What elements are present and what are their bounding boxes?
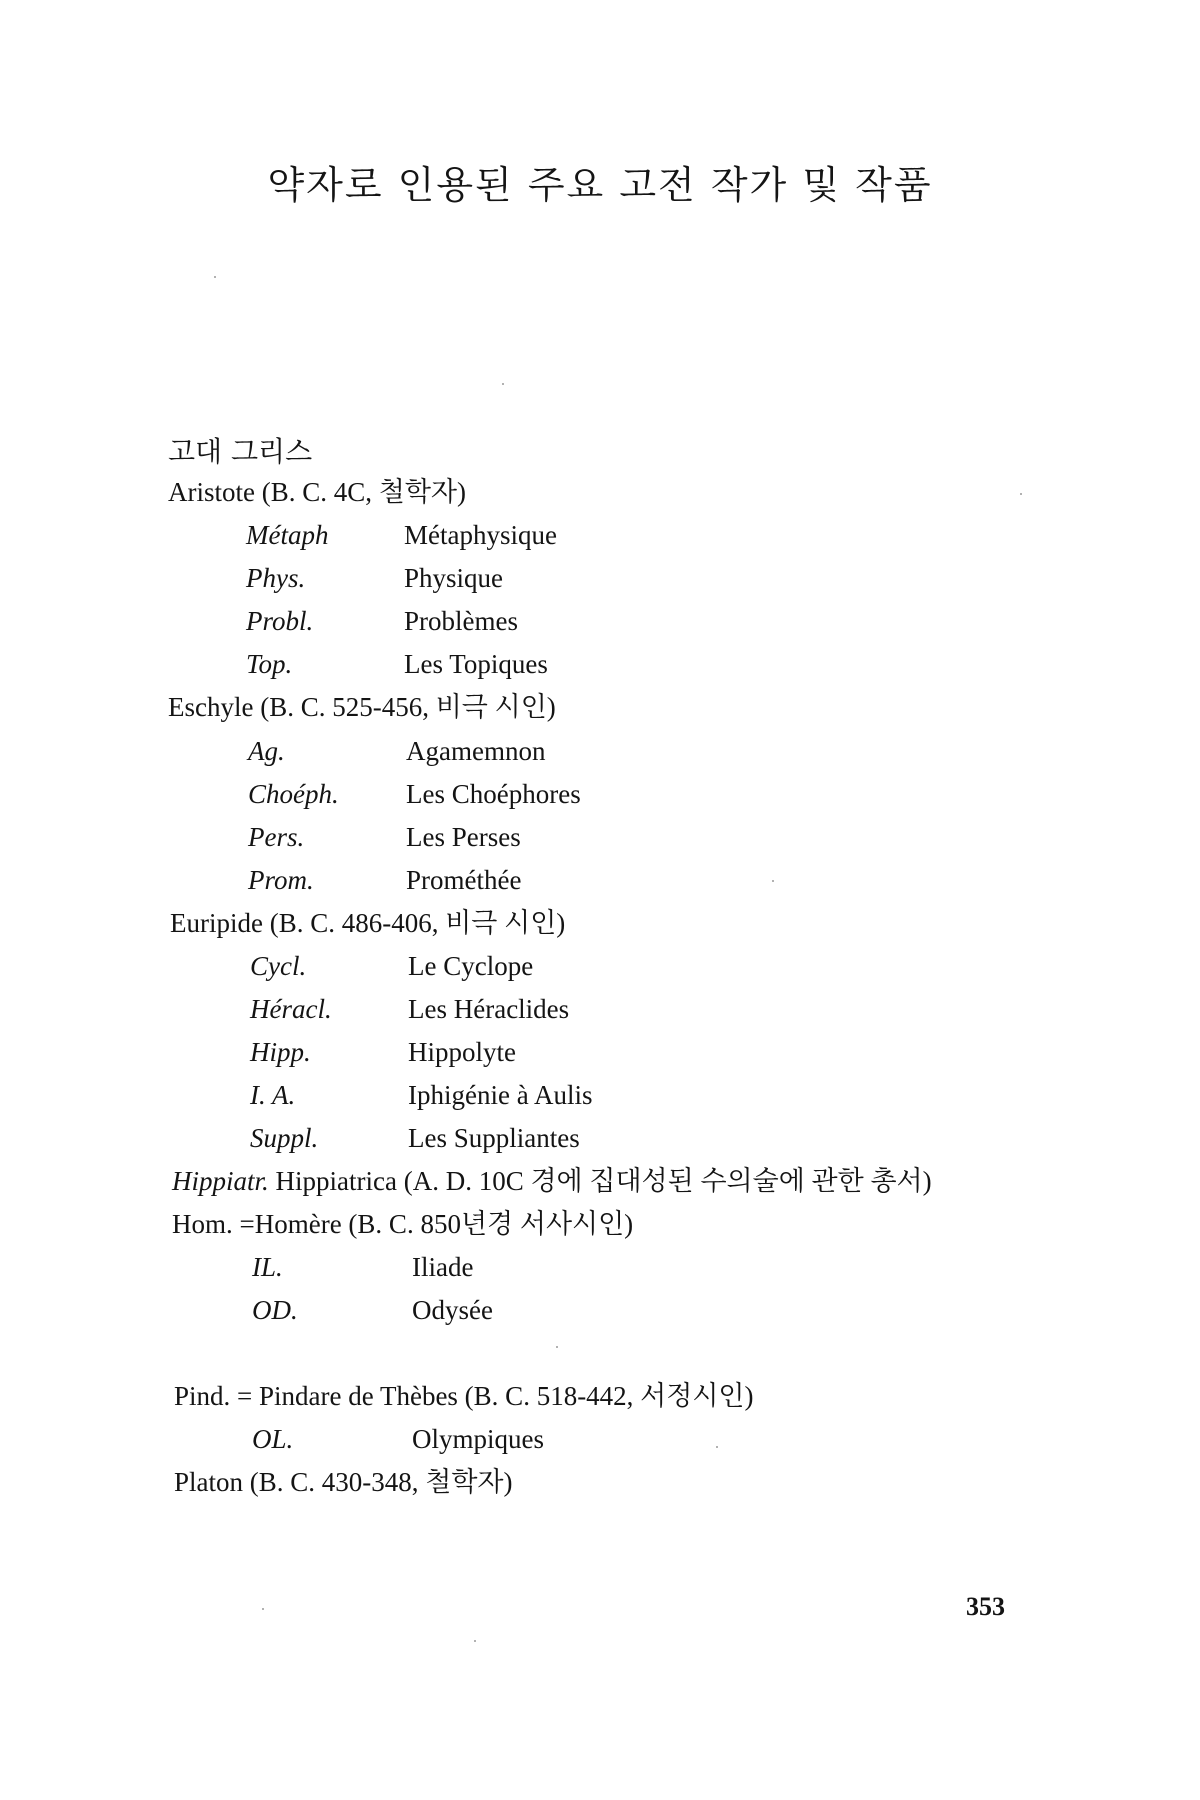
- work-title: Problèmes: [404, 606, 518, 636]
- work-abbr: Suppl.: [250, 1123, 319, 1153]
- hippiatr-abbr: Hippiatr.: [172, 1166, 269, 1196]
- author-aristote: Aristote (B. C. 4C, 철학자): [168, 477, 466, 507]
- work-abbr: Cycl.: [250, 951, 307, 981]
- work-title: Les Perses: [406, 822, 521, 852]
- author-euripide: Euripide (B. C. 486-406, 비극 시인): [170, 908, 566, 938]
- work-abbr: Probl.: [246, 606, 314, 636]
- scan-speck: [1020, 493, 1022, 495]
- scan-speck: [214, 276, 216, 278]
- work-abbr: Top.: [246, 649, 293, 679]
- scan-speck: [262, 1608, 264, 1610]
- work-title: Odysée: [412, 1295, 493, 1325]
- work-abbr: IL.: [252, 1252, 283, 1282]
- work-title: Les Topiques: [404, 649, 548, 679]
- work-abbr: OL.: [252, 1424, 294, 1454]
- author-pindare: Pind. = Pindare de Thèbes (B. C. 518-442, 서정시인): [174, 1381, 754, 1411]
- scan-speck: [772, 880, 774, 882]
- work-abbr: Pers.: [248, 822, 305, 852]
- work-abbr: Phys.: [246, 563, 306, 593]
- section-heading: 고대 그리스: [168, 435, 313, 468]
- author-hippiatrica: [172, 1165, 932, 1197]
- work-abbr: Choéph.: [248, 779, 339, 809]
- page-title: 약자로 인용된 주요 고전 작가 및 작품: [267, 163, 933, 207]
- work-title: Hippolyte: [408, 1037, 516, 1067]
- work-abbr: Métaph: [246, 520, 329, 550]
- scan-speck: [716, 1446, 718, 1448]
- work-title: Physique: [404, 563, 504, 593]
- author-homere: Hom. =Homère (B. C. 850년경 서사시인): [172, 1209, 634, 1239]
- author-platon: Platon (B. C. 430-348, 철학자): [174, 1467, 513, 1497]
- work-title: Olympiques: [412, 1424, 544, 1454]
- work-title: Iliade: [412, 1252, 474, 1282]
- work-abbr: Ag.: [248, 736, 285, 766]
- work-title: Les Suppliantes: [408, 1123, 580, 1153]
- work-title: Prométhée: [406, 865, 522, 895]
- work-abbr: I. A.: [250, 1080, 296, 1110]
- work-abbr: Hipp.: [250, 1037, 311, 1067]
- work-title: Iphigénie à Aulis: [408, 1080, 593, 1110]
- work-abbr: Héracl.: [250, 994, 332, 1024]
- author-eschyle: Eschyle (B. C. 525-456, 비극 시인): [168, 692, 556, 722]
- scan-speck: [556, 1346, 558, 1348]
- hippiatr-description: Hippiatrica (A. D. 10C 경에 집대성된 수의술에 관한 총서): [275, 1166, 932, 1196]
- work-title: Métaphysique: [404, 520, 557, 550]
- scan-speck: [474, 1640, 476, 1642]
- work-title: Agamemnon: [406, 736, 546, 766]
- work-title: Le Cyclope: [408, 951, 534, 981]
- page-number: 353: [966, 1592, 1005, 1621]
- work-title: Les Choéphores: [406, 779, 581, 809]
- work-abbr: OD.: [252, 1295, 298, 1325]
- work-abbr: Prom.: [248, 865, 314, 895]
- work-title: Les Héraclides: [408, 994, 570, 1024]
- scan-speck: [502, 383, 504, 385]
